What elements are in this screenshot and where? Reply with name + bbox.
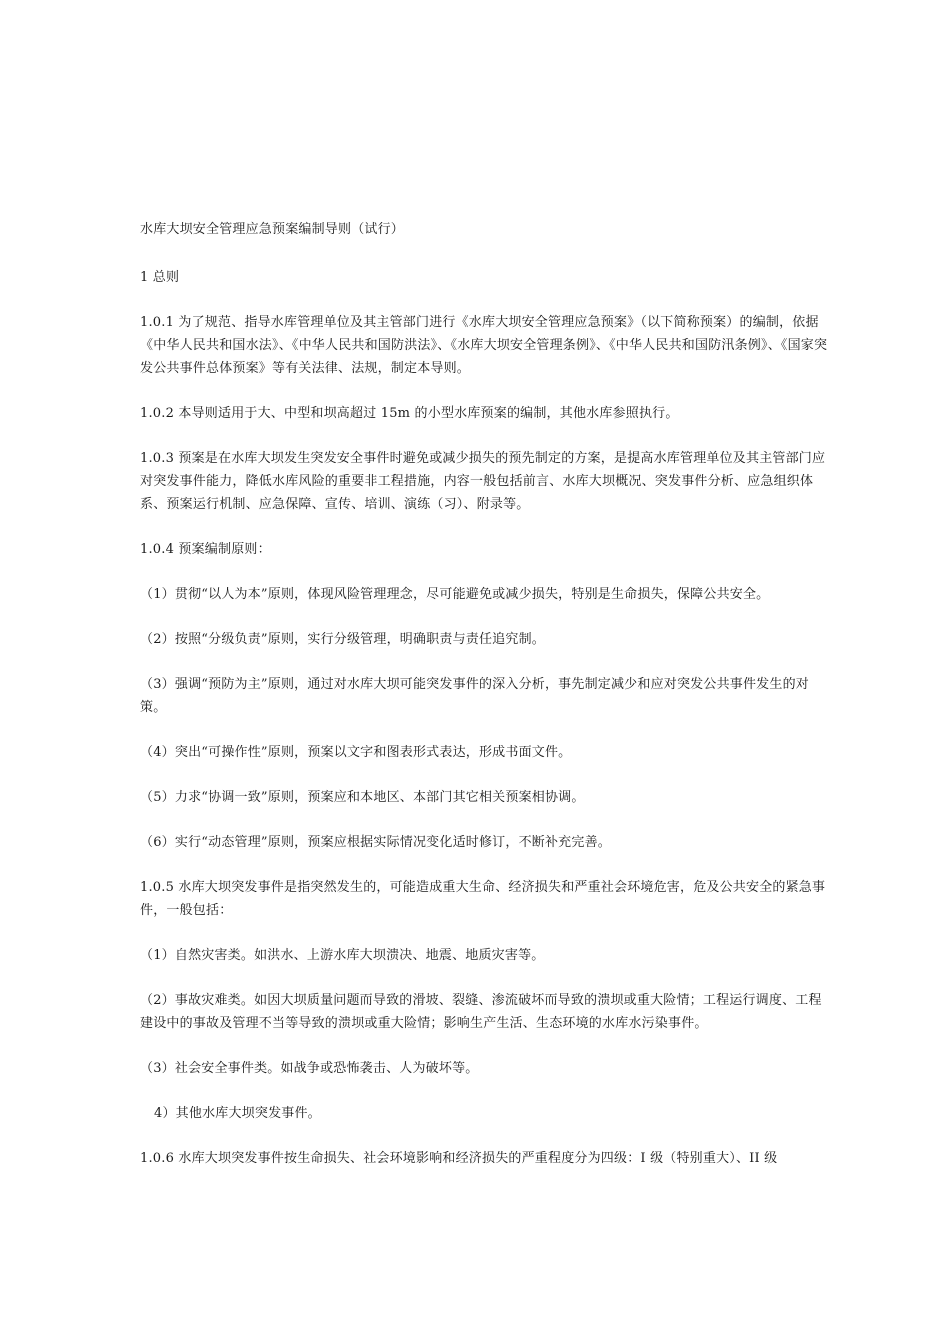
paragraph-1-0-4: 1.0.4 预案编制原则： — [140, 542, 271, 557]
document-title: 水库大坝安全管理应急预案编制导则（试行） — [140, 222, 405, 237]
paragraph-1-0-5: 1.0.5 水库大坝突发事件是指突然发生的，可能造成重大生命、经济损失和严重社会环境危害，危及公共安全的紧急事件，一般包括： — [140, 880, 826, 918]
principle-item: （6）实行“动态管理”原则，预案应根据实际情况变化适时修订，不断补充完善。 — [140, 835, 611, 850]
paragraph-1-0-1: 1.0.1 为了规范、指导水库管理单位及其主管部门进行《水库大坝安全管理应急预案》（以下简称预案）的编制，依据《中华人民共和国水法》、《中华人民共和国防洪法》、《水库大坝安全管理条例》、《中华人民共和国防汛条例》、《国家突发公共事件总体预案》等有关法律、法规，制定本导则。 — [140, 315, 828, 376]
principle-item: （3）强调“预防为主”原则，通过对水库大坝可能突发事件的深入分析，事先制定减少和应对突发公共事件发生的对策。 — [140, 677, 809, 715]
section-heading: 1 总则 — [140, 270, 180, 285]
paragraph-1-0-6: 1.0.6 水库大坝突发事件按生命损失、社会环境影响和经济损失的严重程度分为四级：I 级（特别重大）、II 级 — [140, 1151, 778, 1166]
paragraph-1-0-3: 1.0.3 预案是在水库大坝发生突发安全事件时避免或减少损失的预先制定的方案，是提高水库管理单位及其主管部门应对突发事件能力，降低水库风险的重要非工程措施，内容一般包括前言、水库大坝概况、突发事件分析、应急组织体系、预案运行机制、应急保障、宣传、培训、演练（习）、附录等。 — [140, 451, 826, 512]
principle-item: （5）力求“协调一致”原则，预案应和本地区、本部门其它相关预案相协调。 — [140, 790, 585, 805]
event-type-item: 4）其他水库大坝突发事件。 — [154, 1106, 321, 1121]
event-type-item: （1）自然灾害类。如洪水、上游水库大坝溃决、地震、地质灾害等。 — [140, 948, 545, 963]
paragraph-1-0-2: 1.0.2 本导则适用于大、中型和坝高超过 15m 的小型水库预案的编制，其他水库参照执行。 — [140, 406, 679, 421]
principle-item: （4）突出“可操作性”原则，预案以文字和图表形式表达，形成书面文件。 — [140, 745, 572, 760]
principle-item: （1）贯彻“以人为本”原则，体现风险管理理念，尽可能避免或减少损失，特别是生命损失，保障公共安全。 — [140, 587, 770, 602]
event-type-item: （3）社会安全事件类。如战争或恐怖袭击、人为破坏等。 — [140, 1061, 479, 1076]
principle-item: （2）按照“分级负责”原则，实行分级管理，明确职责与责任追究制。 — [140, 632, 545, 647]
event-type-item: （2）事故灾难类。如因大坝质量问题而导致的滑坡、裂缝、渗流破坏而导致的溃坝或重大险情；工程运行调度、工程建设中的事故及管理不当等导致的溃坝或重大险情；影响生产生活、生态环境的水库水污染事件。 — [140, 993, 822, 1031]
document-body — [140, 218, 830, 1192]
